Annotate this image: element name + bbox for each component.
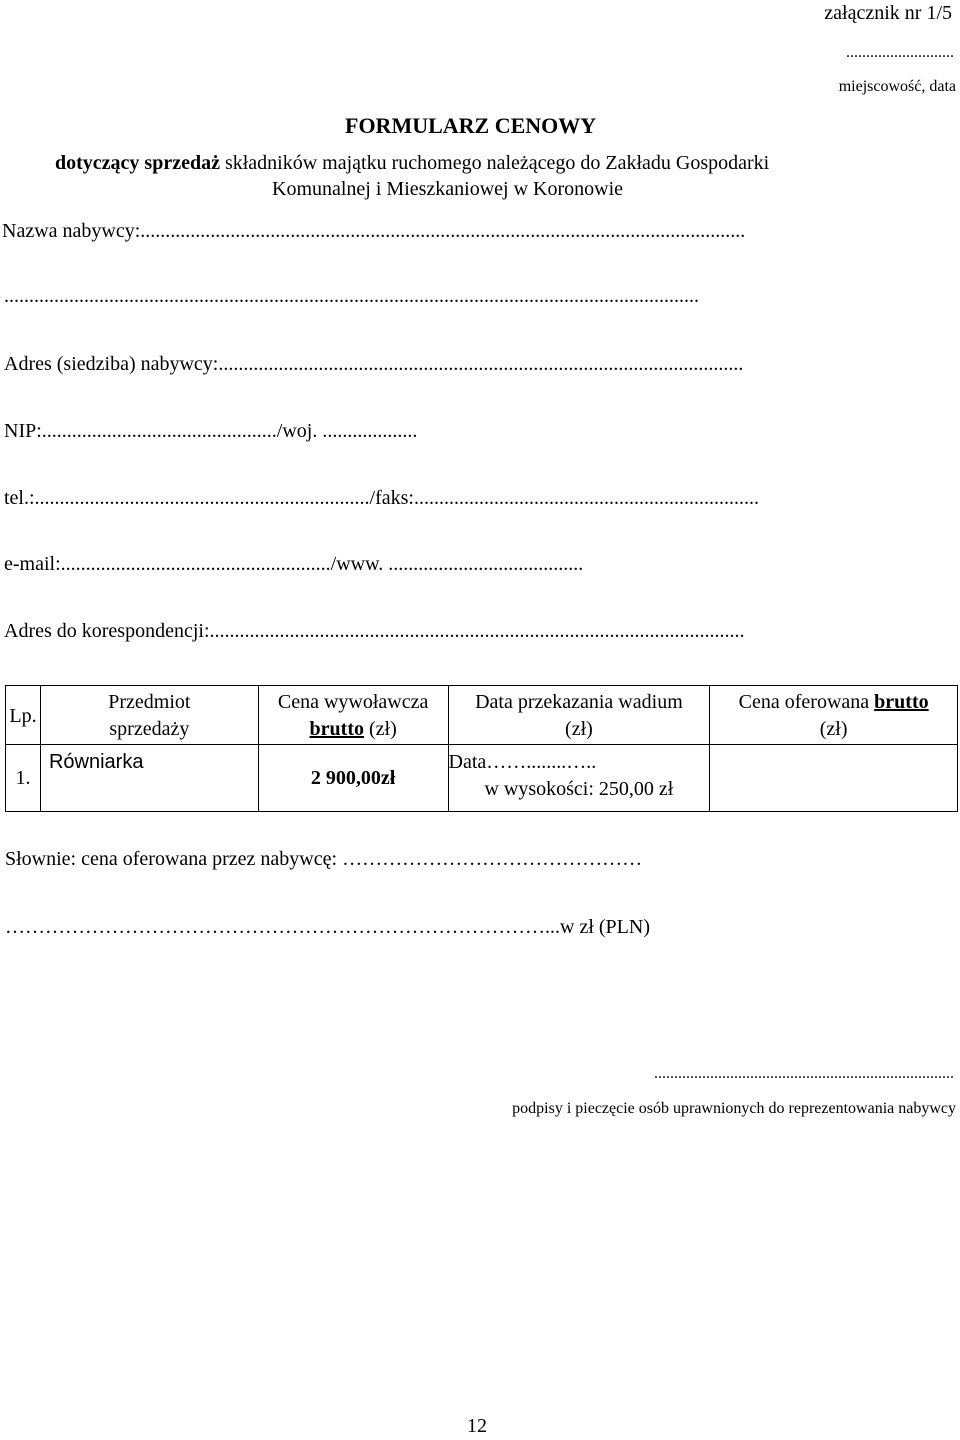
header-item-line-1: Przedmiot [108,691,191,713]
nip-woj-field[interactable] [4,420,462,443]
correspondence-address-field[interactable] [4,620,745,643]
table-header-row [6,686,958,745]
subtitle-rest: składników majątku ruchomego należącego do Zakładu Gospodarki [219,152,770,174]
email-label: e-mail: [4,553,61,575]
header-start-price-unit: (zł) [363,718,397,740]
place-date-caption: miejscowość, data [838,78,956,95]
correspondence-dots: ........................................................................................................... [209,620,745,642]
form-title: FORMULARZ CENOWY [345,113,597,138]
buyer-name-field[interactable] [2,220,745,243]
header-item-line-2: sprzedaży [109,718,190,740]
form-subtitle-line-2: Komunalnej i Mieszkaniowej w Koronowie [272,178,624,200]
header-offer-unit: (zł) [819,718,848,740]
fax-label: /faks: [369,487,414,509]
tel-fax-field[interactable] [4,487,759,510]
header-start-price-line-2 [259,716,448,743]
tel-label: tel.: [4,487,35,509]
header-deposit-line-1: Data przekazania wadium [475,691,683,713]
amount-in-words-line-2[interactable]: ………………………………………………………………………...w zł (PLN) [5,916,650,938]
header-offer [710,686,958,745]
header-deposit-unit: (zł) [565,718,593,740]
row-deposit-amount: w wysokości: 250,00 zł [484,778,674,800]
buyer-name-dots-2: ........................................................................................................................................... [4,285,699,307]
amount-in-words-dots: ……………………………………… [337,848,643,870]
cell-deposit [448,745,710,812]
cell-lp [6,745,41,812]
place-date-dotted-line: ........................... [846,44,954,61]
header-lp-text: Lp. [9,705,37,727]
www-dots: ....................................... [383,553,584,575]
www-label: /www. [330,553,384,575]
fax-dots: ..................................................................... [413,487,759,509]
row-deposit-date[interactable]: Data……........….. [448,751,597,773]
header-deposit [448,686,710,745]
header-start-price-line-1: Cena wywoławcza [277,691,429,713]
buyer-address-label: Adres (siedziba) nabywcy: [4,353,219,375]
row-lp: 1. [15,766,31,789]
attachment-label: załącznik nr 1/5 [824,2,952,24]
row-item: Równiarka [48,751,144,773]
subtitle-bold-part: dotyczący sprzedaż [55,152,220,174]
header-offer-line-1 [710,689,957,716]
woj-label: /woj. [276,420,318,442]
signature-caption: podpisy i pieczęcie osób uprawnionych do reprezentowania nabywcy [512,1100,956,1117]
header-start-price-brutto: brutto [309,718,364,740]
header-offer-text: Cena oferowana [738,691,875,713]
amount-in-words-field[interactable] [5,848,642,871]
table-row [6,745,958,812]
signature-dotted-line: ........................................................................... [654,1065,954,1082]
nip-dots: ............................................... [41,420,277,442]
form-subtitle-line-1 [55,152,769,175]
page-number: 12 [467,1415,487,1437]
cell-offer[interactable] [710,745,958,812]
buyer-name-dots: ......................................................................................................................... [140,220,746,242]
header-start-price [258,686,448,745]
buyer-name-field-line-2[interactable] [4,285,699,308]
cell-start-price [258,745,448,812]
cell-item [40,745,258,812]
email-dots: ...................................................... [60,553,331,575]
woj-dots: ................... [317,420,463,442]
buyer-address-dots: ......................................................................................................... [218,353,744,375]
email-www-field[interactable] [4,553,583,576]
buyer-address-field[interactable] [4,353,743,376]
header-item [40,686,258,745]
amount-in-words-label: Słownie: cena oferowana przez nabywcę: [5,848,338,870]
price-table [5,685,958,812]
correspondence-label: Adres do korespondencji: [4,620,210,642]
buyer-name-label: Nazwa nabywcy: [2,220,141,242]
row-start-price: 2 900,00zł [310,766,396,789]
tel-dots: ................................................................... [34,487,370,509]
header-offer-brutto: brutto [874,691,929,713]
nip-label: NIP: [4,420,42,442]
header-lp [6,686,41,745]
